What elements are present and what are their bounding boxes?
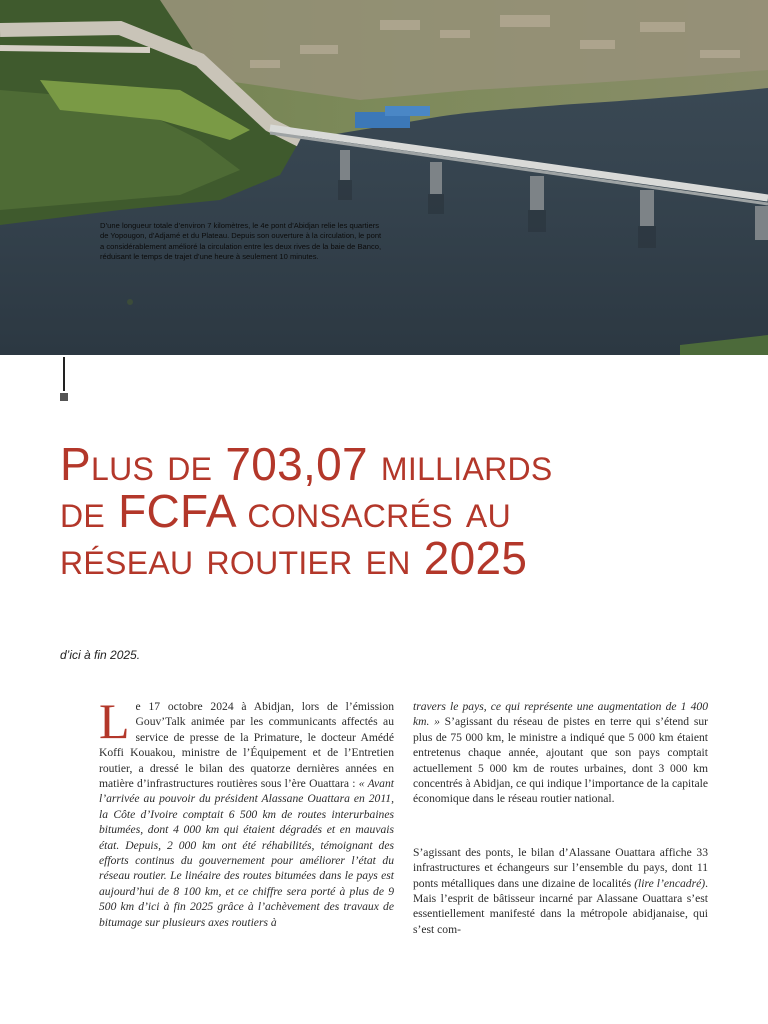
paragraph-gap [413, 807, 708, 845]
bridge-lagoon-aerial-photo [0, 0, 768, 355]
quote-text: travers le pays, ce qui représente une augmentation de 1 400 km. » [413, 700, 708, 729]
drop-cap: L [99, 693, 130, 749]
headline-line-1: Plus de 703,07 milliards [60, 438, 553, 490]
article-headline [60, 438, 740, 584]
paragraph-text: . Mais l’esprit de bâtisseur incarné par Alassane Ouattara s’est essentiellement manifesté dans la métropole abidjanaise, qui s’est com- [413, 876, 708, 936]
article-column-left [99, 693, 394, 930]
paragraph [413, 699, 708, 807]
paragraph [99, 693, 394, 930]
aside-reference: (lire l’encadré) [634, 876, 706, 890]
hero-photo [0, 0, 768, 355]
paragraph-text: S’agissant des ponts, le bilan d’Alassane Ouattara affiche 33 infrastructures et échangeurs sur l’ensemble du pays, dont 11 ponts métalliques dans une dizaine de localités [413, 845, 708, 890]
headline-line-3: réseau routier en 2025 [60, 532, 528, 584]
section-marker [60, 393, 68, 401]
paragraph-text: S’agissant du réseau de pistes en terre qui s’étend sur plus de 75 000 km, le ministre a indiqué que 5 000 km étaient entretenus chaque année, ajoutant que son pays comptait actuellement 5 000 km de routes urbaines, dont 3 000 km concentrés à Abidjan, ce qui indique l’importance de la capitale économique dans le réseau routier national. [413, 715, 708, 806]
article-column-right [413, 699, 708, 937]
headline-line-2: de FCFA consacrés au [60, 485, 511, 537]
section-rule [63, 357, 65, 391]
paragraph-text: e 17 octobre 2024 à Abidjan, lors de l’émission Gouv’Talk animée par les communicants affectés au service de presse de la Primature, le docteur Amédé Koffi Kouakou, ministre de l’Équipement et de l’Entretien routier, a dressé le bilan des quatorze dernières années en matière d’infrastructures routières sous l’ère Ouattara : [99, 700, 394, 791]
article-lead: d’ici à fin 2025. [60, 648, 141, 662]
photo-caption: D’une longueur totale d’environ 7 kilomètres, le 4e pont d’Abidjan relie les quartiers de Yopougon, d’Adjamé et du Plateau. Depuis son ouverture à la circulation, le pont a considérablement amélioré la circulation entre les deux rives de la baie de Banco, réduisant le temps de trajet d’une heure à seulement 10 minutes. [100, 221, 382, 262]
quote-text: « Avant l’arrivée au pouvoir du président Alassane Ouattara en 2011, la Côte d’Ivoire comptait 6 500 km de routes interurbaines bitumées, dont 4 000 km qui étaient dégradés et en mauvais état. Depuis, 2 000 km ont été réhabilités, témoignant des efforts continus du gouvernement pour améliorer l’état du réseau routier. Le linéaire des routes bitumées dans le pays est aujourd’hui de 8 100 km, et ce chiffre sera porté à plus de 9 500 km d’ici à fin 2025 grâce à l’achèvement des travaux de bitumage sur plusieurs axes routiers à [99, 777, 394, 929]
paragraph [413, 845, 708, 937]
